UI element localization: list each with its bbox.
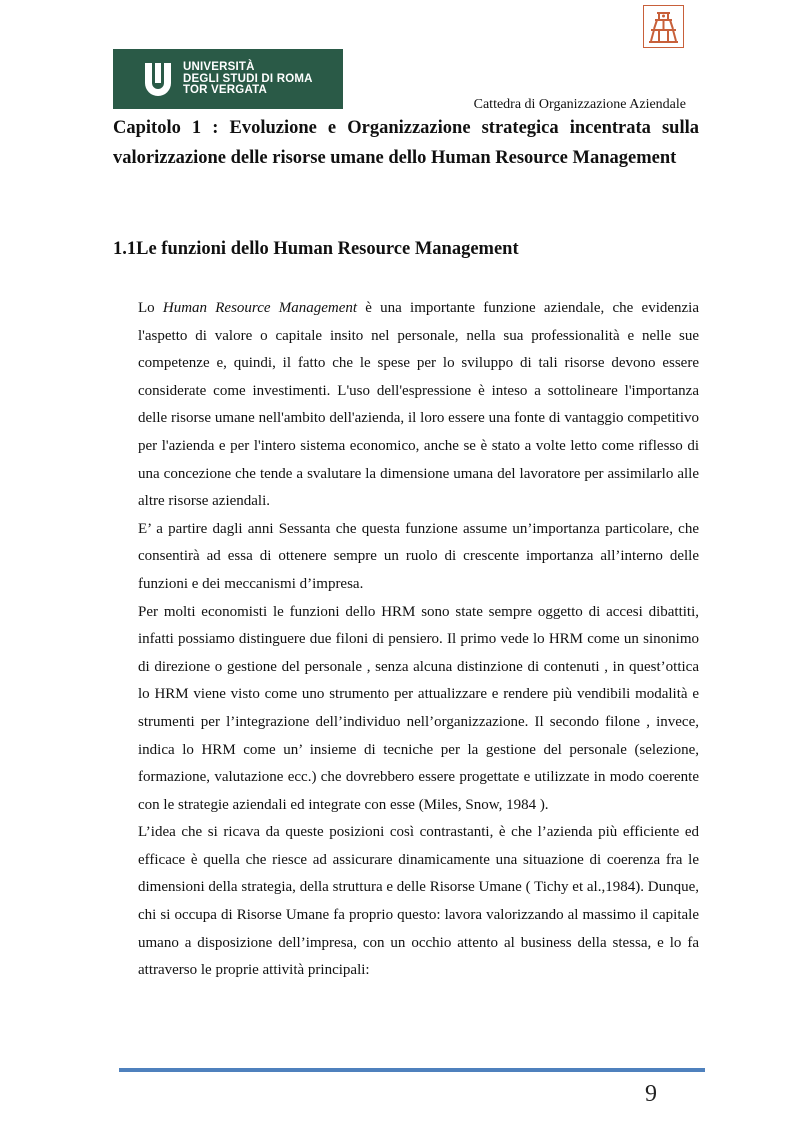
university-crest-icon bbox=[643, 5, 684, 48]
paragraph-1 bbox=[138, 295, 699, 516]
paragraph-1-rest: è una importante funzione aziendale, che evidenzia l'aspetto di valore o capitale insito nel personale, nella sua professionalità e nelle sue competenze e, quindi, il fatto che le spese per lo sviluppo di tali risorse devono essere considerate come investimenti. L'uso dell'espressione è inteso a sottolineare l'importanza delle risorse umane nell'ambito dell'azienda, il loro essere una fonte di vantaggio competitivo per l'azienda e per l'intero sistema economico, anche se è stato a volte letto come riflesso di una concezione che tende a svalutare la dimensione umana del lavoratore per assimilarlo alle altre risorse aziendali. bbox=[138, 300, 700, 510]
university-name-line-3: TOR VERGATA bbox=[183, 84, 267, 96]
university-name bbox=[183, 62, 313, 97]
university-logo-mark-icon bbox=[143, 61, 173, 97]
university-name-line-2: DEGLI STUDI DI ROMA bbox=[183, 72, 313, 85]
body-text bbox=[138, 295, 699, 985]
university-name-line-1: UNIVERSITÀ bbox=[183, 61, 255, 73]
department-header: Cattedra di Organizzazione Aziendale bbox=[473, 97, 686, 112]
paragraph-1-italic: Human Resource Management bbox=[162, 300, 358, 316]
paragraph-2: E’ a partire dagli anni Sessanta che questa funzione assume un’importanza particolare, che consentirà ad essa di ottenere sempre un ruolo di crescente importanza all’interno delle funzioni e dei meccanismi d’impresa. bbox=[138, 520, 699, 592]
paragraph-3: Per molti economisti le funzioni dello HRM sono state sempre oggetto di accesi dibattiti, infatti possiamo distinguere due filoni di pensiero. Il primo vede lo HRM come un sinonimo di direzione o gestione del personale , senza alcuna distinzione di contenuti , in quest’ottica lo HRM viene visto come uno strumento per attualizzare e rendere più vendibili modalità e strumenti per l’integrazione dell’individuo nell’organizzazione. Il secondo filone , invece, indica lo HRM come un’ insieme di tecniche per la gestione del personale (selezione, formazione, valutazione ecc.) che dovrebbero essere progettate e utilizzate in modo coerente con le strategie aziendali ed integrate con esse (Miles, Snow, 1984 ). bbox=[138, 603, 699, 813]
footer-rule bbox=[119, 1068, 705, 1072]
chapter-title: Capitolo 1 : Evoluzione e Organizzazione strategica incentrata sulla valorizzazione delle risorse umane dello Human Resource Management bbox=[113, 118, 699, 168]
section-title: 1.1Le funzioni dello Human Resource Management bbox=[113, 239, 519, 259]
page-number: 9 bbox=[645, 1081, 657, 1107]
university-logo bbox=[113, 49, 343, 109]
paragraph-4: L’idea che si ricava da queste posizioni così contrastanti, è che l’azienda più efficiente ed efficace è quella che riesce ad assicurare dinamicamente una situazione di coerenza fra le dimensioni della strategia, della struttura e delle Risorse Umane ( Tichy et al.,1984). Dunque, chi si occupa di Risorse Umane fa proprio questo: lavora valorizzando al massimo il capitale umano a disposizione dell’impresa, con un occhio attento al business della stessa, e lo fa attraverso le proprie attività principali: bbox=[138, 824, 699, 979]
paragraph-1-lead: Lo bbox=[138, 300, 163, 316]
